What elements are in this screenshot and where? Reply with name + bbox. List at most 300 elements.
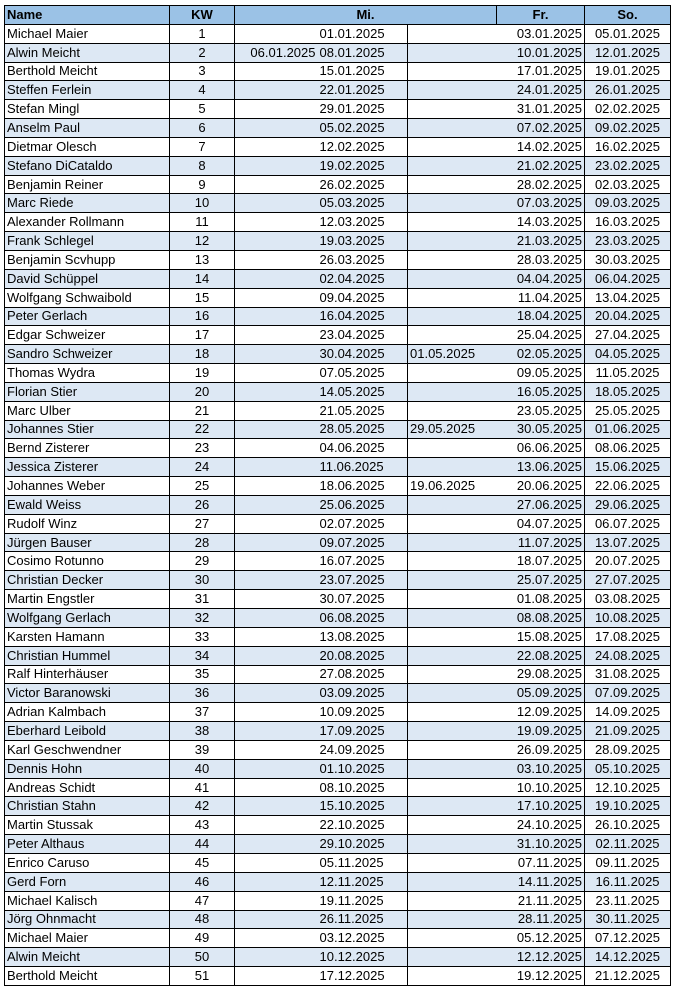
cell-so: 15.06.2025 <box>585 458 671 477</box>
cell-mi: 20.08.2025 <box>318 646 408 665</box>
cell-extra-date <box>235 382 318 401</box>
table-row <box>5 552 671 571</box>
cell-fr: 09.05.2025 <box>497 364 585 383</box>
cell-fr: 31.10.2025 <box>497 835 585 854</box>
cell-kw: 31 <box>170 590 235 609</box>
table-row <box>5 514 671 533</box>
table-row <box>5 62 671 81</box>
cell-extra-date <box>235 797 318 816</box>
cell-fr: 21.02.2025 <box>497 156 585 175</box>
cell-extra-date <box>235 835 318 854</box>
cell-name: Enrico Caruso <box>5 853 170 872</box>
cell-mi: 04.06.2025 <box>318 439 408 458</box>
table-row <box>5 910 671 929</box>
table-row <box>5 345 671 364</box>
cell-kw: 42 <box>170 797 235 816</box>
cell-fr: 17.01.2025 <box>497 62 585 81</box>
table-row <box>5 100 671 119</box>
cell-extra-date <box>235 100 318 119</box>
table-row <box>5 872 671 891</box>
cell-kw: 12 <box>170 232 235 251</box>
cell-mi: 15.10.2025 <box>318 797 408 816</box>
cell-name: Eberhard Leibold <box>5 722 170 741</box>
cell-mi: 08.01.2025 <box>318 43 408 62</box>
cell-fr: 14.02.2025 <box>497 137 585 156</box>
cell-extra-date: 01.05.2025 <box>408 345 497 364</box>
cell-mi: 12.02.2025 <box>318 137 408 156</box>
cell-extra-date <box>235 81 318 100</box>
cell-fr: 25.07.2025 <box>497 571 585 590</box>
cell-kw: 10 <box>170 194 235 213</box>
cell-name: Victor Baranowski <box>5 684 170 703</box>
cell-extra-date <box>408 439 497 458</box>
cell-extra-date <box>408 571 497 590</box>
cell-name: Benjamin Reiner <box>5 175 170 194</box>
cell-fr: 04.07.2025 <box>497 514 585 533</box>
cell-so: 09.11.2025 <box>585 853 671 872</box>
table-row <box>5 853 671 872</box>
cell-extra-date <box>235 24 318 43</box>
table-row <box>5 722 671 741</box>
cell-so: 22.06.2025 <box>585 477 671 496</box>
cell-mi: 30.07.2025 <box>318 590 408 609</box>
cell-fr: 07.11.2025 <box>497 853 585 872</box>
cell-so: 24.08.2025 <box>585 646 671 665</box>
cell-kw: 45 <box>170 853 235 872</box>
cell-so: 31.08.2025 <box>585 665 671 684</box>
cell-extra-date <box>408 119 497 138</box>
cell-name: Edgar Schweizer <box>5 326 170 345</box>
cell-mi: 03.12.2025 <box>318 929 408 948</box>
table-row <box>5 477 671 496</box>
cell-kw: 4 <box>170 81 235 100</box>
cell-so: 19.01.2025 <box>585 62 671 81</box>
cell-extra-date <box>235 326 318 345</box>
cell-fr: 21.11.2025 <box>497 891 585 910</box>
cell-extra-date <box>235 345 318 364</box>
cell-extra-date <box>235 722 318 741</box>
table-row <box>5 891 671 910</box>
cell-name: Wolfgang Schwaibold <box>5 288 170 307</box>
cell-name: Stefano DiCataldo <box>5 156 170 175</box>
cell-extra-date <box>235 269 318 288</box>
table-row <box>5 684 671 703</box>
cell-extra-date <box>235 646 318 665</box>
cell-fr: 14.03.2025 <box>497 213 585 232</box>
header-name: Name <box>5 6 170 25</box>
cell-mi: 12.03.2025 <box>318 213 408 232</box>
table-row <box>5 929 671 948</box>
table-row <box>5 740 671 759</box>
cell-extra-date <box>408 43 497 62</box>
cell-kw: 38 <box>170 722 235 741</box>
cell-fr: 03.10.2025 <box>497 759 585 778</box>
table-row <box>5 439 671 458</box>
cell-mi: 10.12.2025 <box>318 948 408 967</box>
table-row <box>5 967 671 986</box>
table-row <box>5 194 671 213</box>
cell-so: 10.08.2025 <box>585 609 671 628</box>
cell-extra-date <box>235 910 318 929</box>
cell-so: 09.03.2025 <box>585 194 671 213</box>
cell-so: 08.06.2025 <box>585 439 671 458</box>
cell-name: Michael Kalisch <box>5 891 170 910</box>
cell-extra-date <box>235 213 318 232</box>
cell-extra-date <box>408 156 497 175</box>
cell-name: Adrian Kalmbach <box>5 703 170 722</box>
cell-fr: 26.09.2025 <box>497 740 585 759</box>
cell-fr: 15.08.2025 <box>497 627 585 646</box>
header-fr: Fr. <box>497 6 585 25</box>
cell-kw: 30 <box>170 571 235 590</box>
cell-fr: 30.05.2025 <box>497 420 585 439</box>
cell-so: 28.09.2025 <box>585 740 671 759</box>
table-row <box>5 288 671 307</box>
cell-kw: 40 <box>170 759 235 778</box>
cell-extra-date <box>235 137 318 156</box>
cell-extra-date <box>235 119 318 138</box>
cell-extra-date <box>235 533 318 552</box>
cell-kw: 48 <box>170 910 235 929</box>
cell-so: 23.02.2025 <box>585 156 671 175</box>
cell-extra-date <box>408 665 497 684</box>
cell-kw: 18 <box>170 345 235 364</box>
cell-name: Jörg Ohnmacht <box>5 910 170 929</box>
cell-extra-date <box>235 778 318 797</box>
cell-so: 30.11.2025 <box>585 910 671 929</box>
cell-mi: 28.05.2025 <box>318 420 408 439</box>
cell-extra-date <box>408 703 497 722</box>
cell-kw: 2 <box>170 43 235 62</box>
cell-extra-date <box>408 778 497 797</box>
header-mi: Mi. <box>235 6 497 25</box>
cell-extra-date <box>408 835 497 854</box>
cell-name: Peter Gerlach <box>5 307 170 326</box>
cell-fr: 24.10.2025 <box>497 816 585 835</box>
cell-kw: 41 <box>170 778 235 797</box>
cell-name: Karsten Hamann <box>5 627 170 646</box>
cell-mi: 30.04.2025 <box>318 345 408 364</box>
table-row <box>5 269 671 288</box>
cell-fr: 14.11.2025 <box>497 872 585 891</box>
cell-name: Stefan Mingl <box>5 100 170 119</box>
cell-kw: 28 <box>170 533 235 552</box>
cell-name: Florian Stier <box>5 382 170 401</box>
cell-extra-date <box>408 382 497 401</box>
cell-so: 02.11.2025 <box>585 835 671 854</box>
cell-kw: 3 <box>170 62 235 81</box>
cell-extra-date <box>235 477 318 496</box>
table-row <box>5 835 671 854</box>
cell-fr: 03.01.2025 <box>497 24 585 43</box>
cell-name: Benjamin Scvhupp <box>5 250 170 269</box>
table-row <box>5 401 671 420</box>
cell-extra-date <box>235 684 318 703</box>
cell-kw: 37 <box>170 703 235 722</box>
cell-mi: 05.11.2025 <box>318 853 408 872</box>
cell-so: 30.03.2025 <box>585 250 671 269</box>
header-kw: KW <box>170 6 235 25</box>
cell-fr: 23.05.2025 <box>497 401 585 420</box>
cell-name: David Schüppel <box>5 269 170 288</box>
cell-mi: 29.10.2025 <box>318 835 408 854</box>
cell-so: 01.06.2025 <box>585 420 671 439</box>
cell-fr: 28.03.2025 <box>497 250 585 269</box>
cell-extra-date <box>408 722 497 741</box>
cell-kw: 7 <box>170 137 235 156</box>
cell-extra-date <box>408 891 497 910</box>
cell-fr: 18.04.2025 <box>497 307 585 326</box>
cell-kw: 44 <box>170 835 235 854</box>
cell-extra-date <box>408 740 497 759</box>
table-row <box>5 137 671 156</box>
cell-so: 03.08.2025 <box>585 590 671 609</box>
cell-name: Rudolf Winz <box>5 514 170 533</box>
cell-name: Christian Hummel <box>5 646 170 665</box>
cell-so: 02.02.2025 <box>585 100 671 119</box>
cell-name: Martin Stussak <box>5 816 170 835</box>
cell-extra-date <box>408 533 497 552</box>
cell-name: Dennis Hohn <box>5 759 170 778</box>
cell-extra-date <box>235 665 318 684</box>
cell-kw: 23 <box>170 439 235 458</box>
cell-extra-date <box>235 156 318 175</box>
cell-extra-date <box>235 853 318 872</box>
cell-fr: 05.12.2025 <box>497 929 585 948</box>
cell-so: 17.08.2025 <box>585 627 671 646</box>
cell-mi: 05.03.2025 <box>318 194 408 213</box>
cell-fr: 05.09.2025 <box>497 684 585 703</box>
cell-so: 14.09.2025 <box>585 703 671 722</box>
cell-so: 16.03.2025 <box>585 213 671 232</box>
cell-extra-date <box>408 853 497 872</box>
cell-fr: 22.08.2025 <box>497 646 585 665</box>
cell-fr: 01.08.2025 <box>497 590 585 609</box>
cell-fr: 16.05.2025 <box>497 382 585 401</box>
cell-mi: 07.05.2025 <box>318 364 408 383</box>
table-row <box>5 24 671 43</box>
table-row <box>5 307 671 326</box>
cell-name: Steffen Ferlein <box>5 81 170 100</box>
cell-fr: 12.12.2025 <box>497 948 585 967</box>
cell-kw: 9 <box>170 175 235 194</box>
cell-kw: 34 <box>170 646 235 665</box>
cell-so: 19.10.2025 <box>585 797 671 816</box>
cell-kw: 13 <box>170 250 235 269</box>
cell-so: 27.07.2025 <box>585 571 671 590</box>
cell-extra-date <box>235 62 318 81</box>
cell-kw: 22 <box>170 420 235 439</box>
cell-fr: 20.06.2025 <box>497 477 585 496</box>
cell-name: Christian Decker <box>5 571 170 590</box>
cell-kw: 49 <box>170 929 235 948</box>
cell-so: 26.01.2025 <box>585 81 671 100</box>
cell-so: 25.05.2025 <box>585 401 671 420</box>
cell-extra-date <box>408 797 497 816</box>
cell-so: 21.12.2025 <box>585 967 671 986</box>
table-row <box>5 759 671 778</box>
table-row <box>5 948 671 967</box>
header-so: So. <box>585 6 671 25</box>
cell-name: Martin Engstler <box>5 590 170 609</box>
cell-so: 09.02.2025 <box>585 119 671 138</box>
cell-so: 11.05.2025 <box>585 364 671 383</box>
cell-mi: 09.07.2025 <box>318 533 408 552</box>
cell-extra-date <box>408 401 497 420</box>
cell-mi: 26.03.2025 <box>318 250 408 269</box>
cell-extra-date <box>235 891 318 910</box>
cell-mi: 25.06.2025 <box>318 495 408 514</box>
cell-mi: 08.10.2025 <box>318 778 408 797</box>
cell-extra-date <box>235 929 318 948</box>
cell-kw: 1 <box>170 24 235 43</box>
cell-name: Wolfgang Gerlach <box>5 609 170 628</box>
cell-extra-date <box>235 194 318 213</box>
cell-so: 20.04.2025 <box>585 307 671 326</box>
cell-extra-date <box>235 552 318 571</box>
cell-fr: 08.08.2025 <box>497 609 585 628</box>
cell-extra-date <box>408 269 497 288</box>
cell-fr: 24.01.2025 <box>497 81 585 100</box>
cell-kw: 26 <box>170 495 235 514</box>
table-row <box>5 533 671 552</box>
cell-extra-date <box>235 439 318 458</box>
cell-extra-date <box>235 571 318 590</box>
cell-name: Cosimo Rotunno <box>5 552 170 571</box>
table-row <box>5 627 671 646</box>
cell-kw: 50 <box>170 948 235 967</box>
cell-mi: 21.05.2025 <box>318 401 408 420</box>
cell-kw: 14 <box>170 269 235 288</box>
cell-mi: 19.03.2025 <box>318 232 408 251</box>
cell-name: Peter Althaus <box>5 835 170 854</box>
cell-extra-date <box>235 307 318 326</box>
cell-kw: 32 <box>170 609 235 628</box>
cell-fr: 07.02.2025 <box>497 119 585 138</box>
cell-extra-date <box>408 232 497 251</box>
cell-kw: 16 <box>170 307 235 326</box>
cell-mi: 01.10.2025 <box>318 759 408 778</box>
cell-extra-date <box>235 495 318 514</box>
cell-fr: 21.03.2025 <box>497 232 585 251</box>
cell-mi: 24.09.2025 <box>318 740 408 759</box>
table-row <box>5 665 671 684</box>
cell-extra-date <box>408 910 497 929</box>
cell-mi: 23.07.2025 <box>318 571 408 590</box>
cell-mi: 29.01.2025 <box>318 100 408 119</box>
cell-so: 29.06.2025 <box>585 495 671 514</box>
cell-so: 12.10.2025 <box>585 778 671 797</box>
cell-fr: 28.02.2025 <box>497 175 585 194</box>
cell-mi: 22.10.2025 <box>318 816 408 835</box>
table-row <box>5 81 671 100</box>
cell-kw: 46 <box>170 872 235 891</box>
cell-kw: 47 <box>170 891 235 910</box>
cell-extra-date <box>408 250 497 269</box>
cell-fr: 02.05.2025 <box>497 345 585 364</box>
cell-so: 21.09.2025 <box>585 722 671 741</box>
cell-kw: 6 <box>170 119 235 138</box>
cell-name: Alwin Meicht <box>5 948 170 967</box>
cell-name: Andreas Schidt <box>5 778 170 797</box>
cell-name: Alexander Rollmann <box>5 213 170 232</box>
cell-kw: 35 <box>170 665 235 684</box>
cell-extra-date <box>235 458 318 477</box>
cell-fr: 28.11.2025 <box>497 910 585 929</box>
cell-extra-date <box>408 24 497 43</box>
table-row <box>5 495 671 514</box>
cell-so: 23.11.2025 <box>585 891 671 910</box>
cell-mi: 26.11.2025 <box>318 910 408 929</box>
cell-extra-date <box>408 967 497 986</box>
cell-fr: 10.01.2025 <box>497 43 585 62</box>
cell-name: Johannes Weber <box>5 477 170 496</box>
cell-so: 02.03.2025 <box>585 175 671 194</box>
cell-mi: 16.04.2025 <box>318 307 408 326</box>
cell-mi: 01.01.2025 <box>318 24 408 43</box>
cell-mi: 16.07.2025 <box>318 552 408 571</box>
cell-name: Anselm Paul <box>5 119 170 138</box>
cell-so: 12.01.2025 <box>585 43 671 62</box>
cell-extra-date <box>408 100 497 119</box>
cell-mi: 02.04.2025 <box>318 269 408 288</box>
cell-name: Ralf Hinterhäuser <box>5 665 170 684</box>
cell-kw: 19 <box>170 364 235 383</box>
cell-extra-date <box>235 759 318 778</box>
cell-mi: 12.11.2025 <box>318 872 408 891</box>
table-row <box>5 816 671 835</box>
schedule-table <box>4 5 671 986</box>
cell-name: Berthold Meicht <box>5 967 170 986</box>
cell-so: 04.05.2025 <box>585 345 671 364</box>
cell-extra-date <box>408 326 497 345</box>
cell-kw: 11 <box>170 213 235 232</box>
cell-extra-date <box>235 364 318 383</box>
cell-kw: 27 <box>170 514 235 533</box>
cell-name: Johannes Stier <box>5 420 170 439</box>
cell-so: 23.03.2025 <box>585 232 671 251</box>
cell-extra-date <box>408 364 497 383</box>
cell-extra-date <box>235 514 318 533</box>
cell-extra-date <box>408 495 497 514</box>
cell-mi: 17.12.2025 <box>318 967 408 986</box>
cell-fr: 29.08.2025 <box>497 665 585 684</box>
cell-extra-date <box>235 420 318 439</box>
cell-name: Christian Stahn <box>5 797 170 816</box>
cell-extra-date <box>408 213 497 232</box>
cell-extra-date <box>235 590 318 609</box>
cell-name: Jürgen Bauser <box>5 533 170 552</box>
cell-kw: 33 <box>170 627 235 646</box>
table-row <box>5 609 671 628</box>
cell-so: 06.07.2025 <box>585 514 671 533</box>
cell-mi: 03.09.2025 <box>318 684 408 703</box>
cell-name: Michael Maier <box>5 929 170 948</box>
cell-name: Jessica Zisterer <box>5 458 170 477</box>
cell-fr: 19.12.2025 <box>497 967 585 986</box>
cell-so: 16.02.2025 <box>585 137 671 156</box>
table-row <box>5 43 671 62</box>
cell-extra-date <box>408 552 497 571</box>
cell-name: Sandro Schweizer <box>5 345 170 364</box>
cell-extra-date <box>235 872 318 891</box>
cell-extra-date <box>235 740 318 759</box>
cell-name: Michael Maier <box>5 24 170 43</box>
table-row <box>5 571 671 590</box>
cell-mi: 19.02.2025 <box>318 156 408 175</box>
cell-so: 06.04.2025 <box>585 269 671 288</box>
cell-so: 13.07.2025 <box>585 533 671 552</box>
